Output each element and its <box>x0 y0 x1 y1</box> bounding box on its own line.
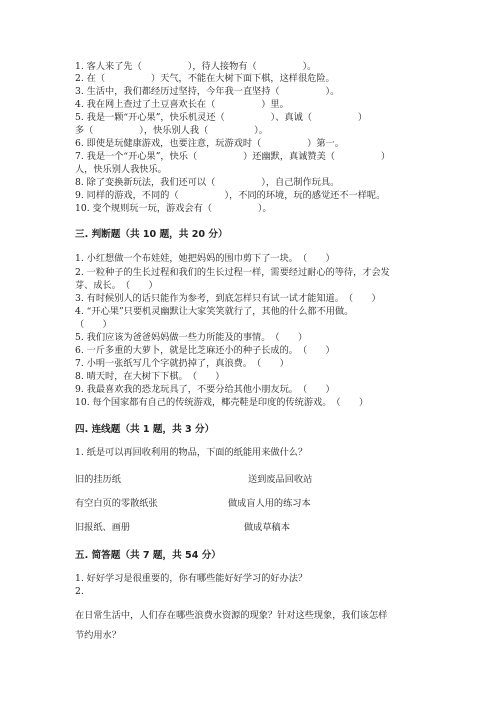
section-heading-match: 四. 连线题（共 1 题，共 3 分） <box>75 424 215 435</box>
match-left-item[interactable]: 有空白页的零散纸张 <box>75 498 158 509</box>
judge-question: 9. 我最喜欢我的恐龙玩具了，不要分给其他小朋友玩。 （ ） <box>75 384 335 395</box>
fill-question: 1. 客人来了先（ ），待人接物有（ ）。 <box>75 61 317 72</box>
judge-question: （ ） <box>75 319 112 330</box>
short-question: 2. <box>75 586 84 597</box>
judge-question: 5. 我们应该为爸爸妈妈做一些力所能及的事情。 （ ） <box>75 332 308 343</box>
judge-question: 3. 有时候别人的话只能作为参考，到底怎样只有试一试才能知道。 （ ） <box>75 293 381 304</box>
match-right-item[interactable]: 送到废品回收站 <box>248 474 313 485</box>
match-right-item[interactable]: 做成盲人用的练习本 <box>228 498 311 509</box>
fill-question: 4. 我在网上查过了土豆喜欢长在（ ）里。 <box>75 99 289 110</box>
match-left-item[interactable]: 旧的挂历纸 <box>75 474 121 485</box>
fill-question: 6. 即使是玩健康游戏，也要注意，玩游戏时（ ）第一。 <box>75 138 344 149</box>
fill-question: 2. 在（ ）天气，不能在大树下面下棋，这样很危险。 <box>75 73 335 84</box>
fill-question: 10. 变个规则玩一玩，游戏会有（ ）。 <box>75 203 272 214</box>
section-heading-judge: 三. 判断题（共 10 题，共 20 分） <box>75 229 228 240</box>
judge-question: 芽、成长。 （ ） <box>75 280 158 291</box>
judge-question: 1. 小红想做一个布娃娃，她把妈妈的围巾剪下了一块。 （ ） <box>75 253 335 264</box>
short-question: 1. 好好学习是很重要的，你有哪些能好好学习的好办法？ <box>75 573 308 584</box>
fill-question: 9. 同样的游戏，不同的（ ），不同的环境，玩的感觉还不一样呢。 <box>75 190 386 201</box>
fill-question: 8. 除了变换新玩法，我们还可以（ ），自己制作玩具。 <box>75 177 340 188</box>
section-heading-short: 五. 简答题（共 7 题，共 54 分） <box>75 550 221 561</box>
judge-question: 7. 小明一张纸写几个字就扔掉了，真浪费。 （ ） <box>75 358 289 369</box>
match-right-item[interactable]: 做成草稿本 <box>244 522 290 533</box>
short-question: 节约用水？ <box>75 630 121 641</box>
judge-question: 2. 一粒种子的生长过程和我们的生长过程一样，需要经过耐心的等待，才会发 <box>75 267 390 278</box>
judge-question: 8. 晴天时，在大树下下棋。 （ ） <box>75 371 225 382</box>
short-question: 在日常生活中，人们存在哪些浪费水资源的现象？针对这些现象，我们该怎样 <box>75 610 388 621</box>
judge-question: 10. 每个国家都有自己的传统游戏，椰壳鞋是印度的传统游戏。 （ ） <box>75 397 369 408</box>
fill-question: 3. 生活中，我们都经历过坚持，今年我一直坚持（ ）。 <box>75 86 340 97</box>
fill-question: 7. 我是一个“开心果”，快乐（ ）还幽默，真诚赞美（ ） <box>75 151 391 162</box>
match-left-item[interactable]: 旧报纸、画册 <box>75 522 131 533</box>
judge-question: 6. 一斤多重的大萝卜，就是比芝麻还小的种子长成的。 （ ） <box>75 345 335 356</box>
judge-question: 4. “开心果”只要机灵幽默让大家笑笑就行了，其他的什么都不用做。 <box>75 306 354 317</box>
fill-question: 人，快乐别人我快乐。 <box>75 164 167 175</box>
fill-question: 5. 我是一颗“开心果”，快乐机灵还（ ）、真诚（ ） <box>75 112 368 123</box>
fill-question: 多（ ），快乐别人我（ ）。 <box>75 125 268 136</box>
match-question: 1. 纸是可以再回收利用的物品，下面的纸能用来做什么？ <box>75 447 308 458</box>
